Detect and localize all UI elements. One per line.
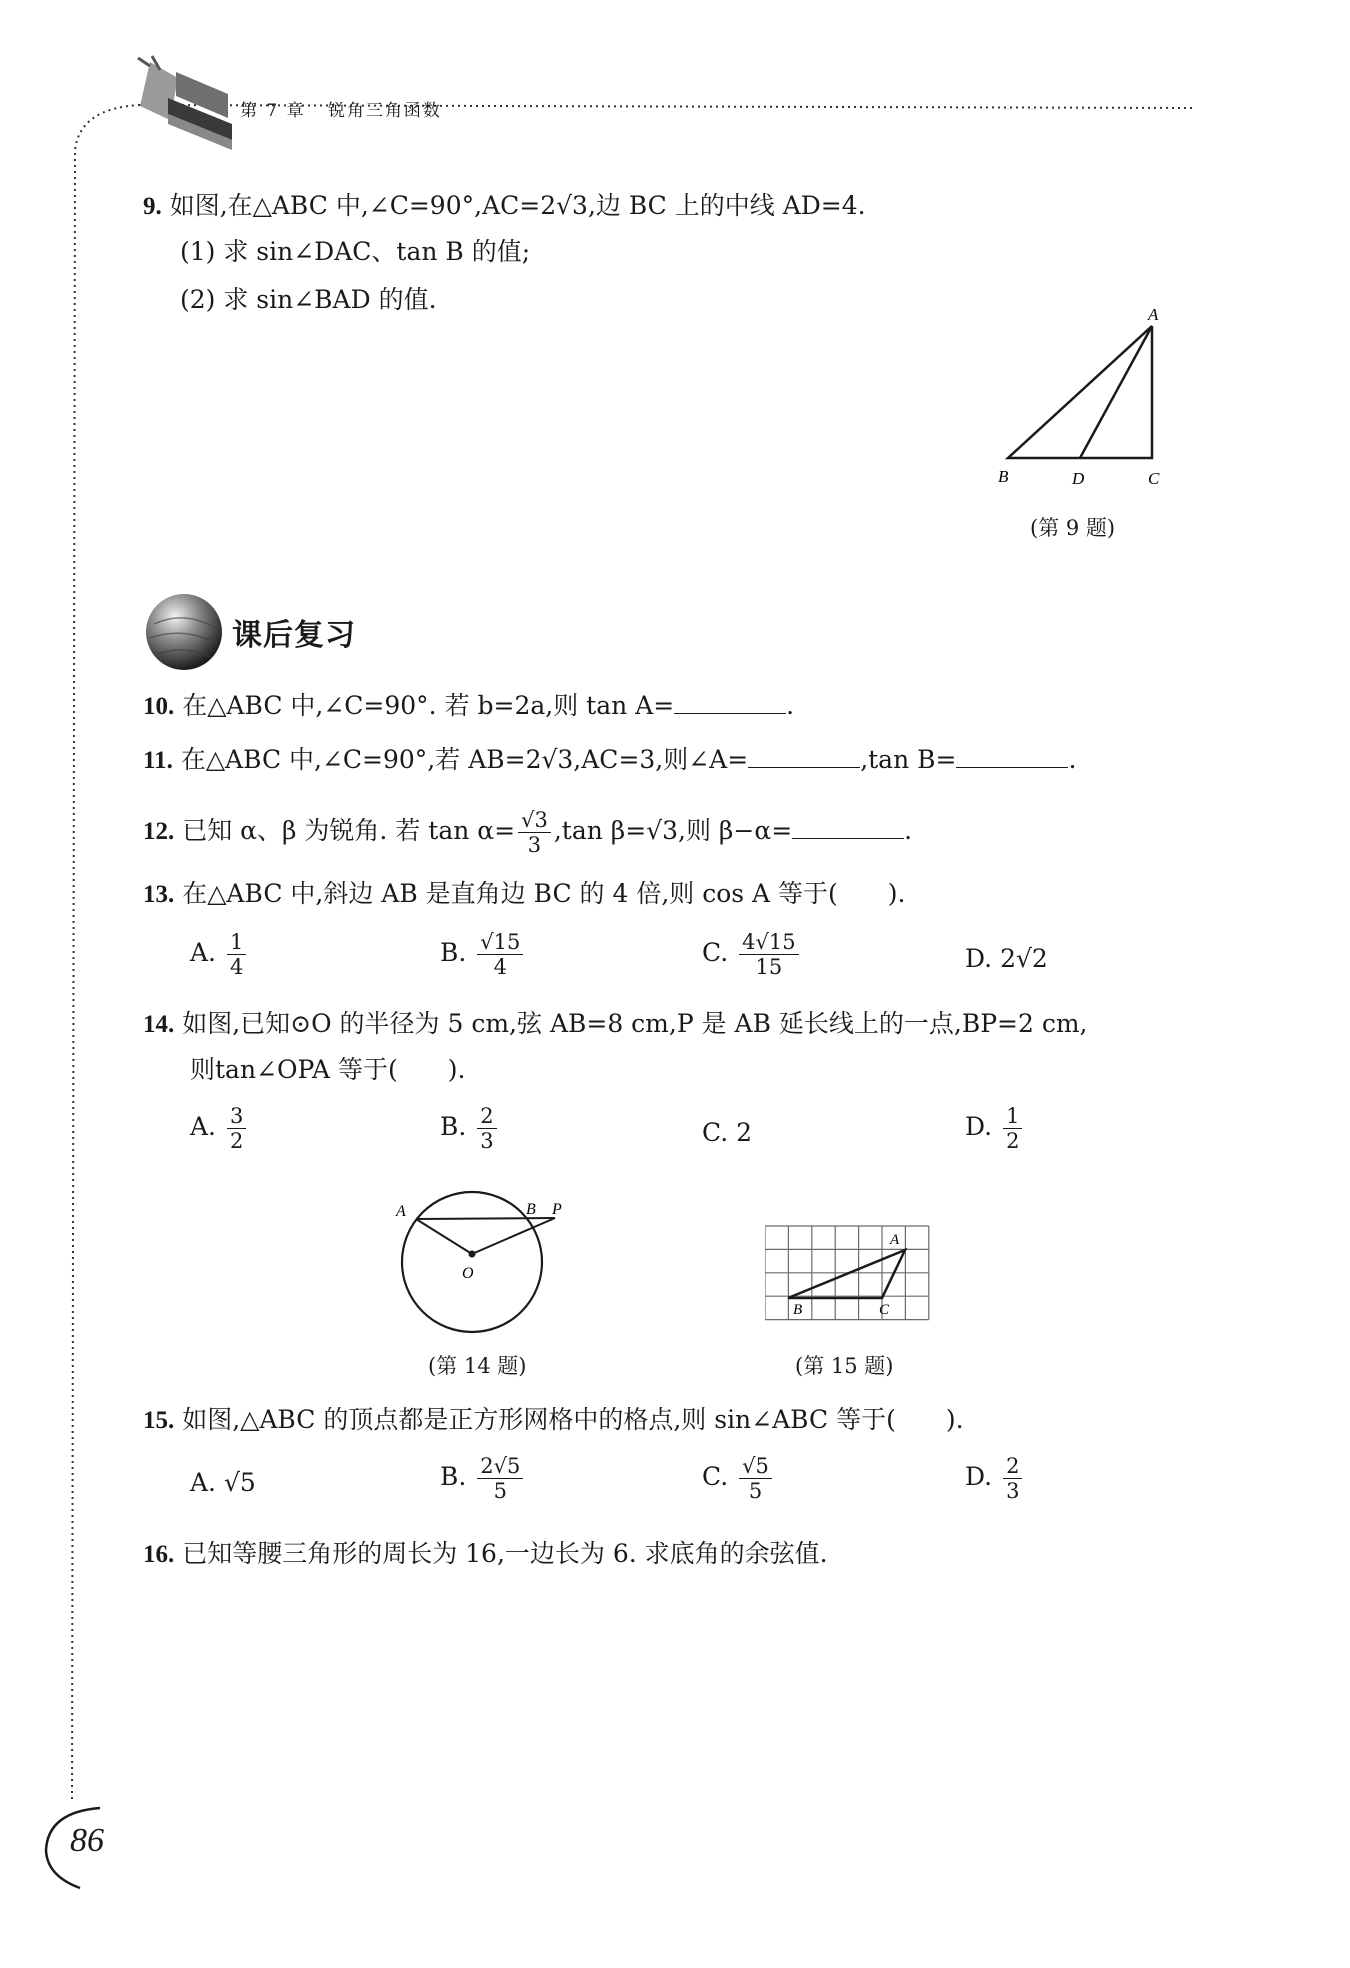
q9-triangle <box>1008 326 1152 458</box>
q13-option-c-num: 4√15 <box>739 930 798 955</box>
q15-triangle <box>788 1250 905 1298</box>
q13-option-b-den: 4 <box>493 955 508 979</box>
q15-option-c[interactable] <box>702 1454 775 1503</box>
q12 <box>143 808 912 857</box>
q14-option-c-label: C. <box>702 1118 729 1147</box>
q14-option-b[interactable] <box>440 1104 500 1153</box>
q10-text: 在△ABC 中,∠C=90°. 若 b=2a,则 tan A= <box>182 691 675 720</box>
q13 <box>143 876 906 913</box>
q14-label-a: A <box>396 1203 406 1220</box>
chapter-title: 锐角三角函数 <box>327 101 442 121</box>
q9-figure <box>990 300 1180 500</box>
q15-option-c-frac <box>739 1454 772 1503</box>
q14-text2: 则tan∠OPA 等于( ). <box>190 1055 466 1084</box>
q14-option-d-label: D. <box>965 1112 993 1141</box>
q9-stem <box>143 188 866 225</box>
q14-caption: (第 14 题) <box>428 1354 527 1378</box>
q9-label-c: C <box>1148 469 1160 488</box>
q10 <box>143 688 794 725</box>
q14-option-a-frac <box>227 1104 246 1153</box>
q14-text: 如图,已知⊙O 的半径为 5 cm,弦 AB=8 cm,P 是 AB 延长线上的一点,BP=2 cm, <box>182 1009 1088 1038</box>
q15-option-a-label: A. <box>190 1468 217 1497</box>
q15-option-d-frac <box>1003 1454 1022 1503</box>
page-number: 86 <box>70 1822 104 1859</box>
q9-median-ad <box>1080 326 1152 458</box>
q12-number: 12. <box>143 818 175 845</box>
q15-label-b: B <box>793 1302 803 1318</box>
q12-fraction <box>518 808 551 857</box>
q11-mid: ,tan B= <box>860 745 957 774</box>
q14-label-p: P <box>552 1201 562 1218</box>
q14-option-c[interactable] <box>702 1118 752 1147</box>
q14-option-b-num: 2 <box>477 1104 496 1129</box>
q14-number: 14. <box>143 1011 175 1038</box>
q14-label-o: O <box>462 1265 474 1282</box>
q15-option-b-frac <box>477 1454 523 1503</box>
q15-figure <box>765 1222 935 1326</box>
q11-number: 11. <box>143 747 173 774</box>
q15-option-b-label: B. <box>440 1462 467 1491</box>
q14-chord-ab <box>416 1218 555 1219</box>
q11-text: 在△ABC 中,∠C=90°,若 AB=2√3,AC=3,则∠A= <box>180 745 749 774</box>
q10-number: 10. <box>143 693 175 720</box>
q15-option-c-label: C. <box>702 1462 729 1491</box>
q13-option-d-label: D. <box>965 944 993 973</box>
q13-option-a-den: 4 <box>229 955 244 979</box>
q13-option-a-frac <box>227 930 246 979</box>
q14-circle <box>402 1192 542 1332</box>
q12-end: . <box>904 816 913 845</box>
q13-option-a[interactable] <box>190 930 249 979</box>
q13-option-d-value: 2√2 <box>1000 944 1048 973</box>
q15-option-b-den: 5 <box>493 1479 508 1503</box>
q13-option-b[interactable] <box>440 930 526 979</box>
chapter-header <box>240 96 442 121</box>
q12-pre: 已知 α、β 为锐角. 若 tan α= <box>182 816 516 845</box>
q13-option-b-label: B. <box>440 938 467 967</box>
q15-option-b-num: 2√5 <box>477 1454 523 1479</box>
q14-option-a-label: A. <box>190 1112 217 1141</box>
q11-end: . <box>1068 745 1077 774</box>
q9-label-b: B <box>998 467 1009 486</box>
q13-option-c-label: C. <box>702 938 729 967</box>
q15-option-d[interactable] <box>965 1454 1025 1503</box>
q14-option-d-num: 1 <box>1003 1104 1022 1129</box>
q15-option-b[interactable] <box>440 1454 526 1503</box>
q9-sub1: (1) 求 sin∠DAC、tan B 的值; <box>180 237 531 266</box>
q13-option-b-frac <box>477 930 523 979</box>
q9-label-d: D <box>1072 469 1085 488</box>
q9-number: 9. <box>143 193 162 220</box>
q15-option-c-den: 5 <box>748 1479 763 1503</box>
q13-option-b-num: √15 <box>477 930 523 955</box>
q15-number: 15. <box>143 1407 175 1434</box>
q15-option-d-num: 2 <box>1003 1454 1022 1479</box>
q14-option-d-frac <box>1003 1104 1022 1153</box>
q14-option-d-den: 2 <box>1006 1129 1020 1153</box>
q15-label-a: A <box>890 1232 900 1248</box>
q14-option-c-value: 2 <box>736 1118 753 1147</box>
q14-segment-oa <box>416 1219 472 1254</box>
q12-frac-num: √3 <box>518 808 551 833</box>
q14-label-b: B <box>526 1201 536 1218</box>
q16 <box>143 1536 828 1573</box>
q15-option-a-value: √5 <box>223 1468 256 1497</box>
q15-option-d-label: D. <box>965 1462 993 1491</box>
q15-text: 如图,△ABC 的顶点都是正方形网格中的格点,则 sin∠ABC 等于( ). <box>182 1405 964 1434</box>
q11 <box>143 742 1076 779</box>
q9-caption: (第 9 题) <box>1030 516 1116 540</box>
q15-option-a[interactable] <box>190 1468 256 1497</box>
q15-option-c-num: √5 <box>739 1454 772 1479</box>
q14-option-b-label: B. <box>440 1112 467 1141</box>
chapter-number: 第 7 章 <box>240 101 306 121</box>
q14-option-b-frac <box>477 1104 496 1153</box>
q9-sub2: (2) 求 sin∠BAD 的值. <box>180 285 437 314</box>
chapter-emblem-icon <box>138 56 232 150</box>
q14-option-a-num: 3 <box>227 1104 246 1129</box>
q13-number: 13. <box>143 881 175 908</box>
q14-option-d[interactable] <box>965 1104 1025 1153</box>
q12-answer-blank[interactable] <box>792 814 904 839</box>
q15-label-c: C <box>879 1302 890 1318</box>
q12-post: ,tan β=√3,则 β−α= <box>553 816 793 845</box>
q14-center-point <box>469 1251 476 1258</box>
q14-figure <box>390 1180 580 1340</box>
q12-frac-den: 3 <box>527 833 542 857</box>
q13-option-a-label: A. <box>190 938 217 967</box>
q13-option-c[interactable] <box>702 930 802 979</box>
q9-label-a: A <box>1148 305 1159 324</box>
q14-option-a[interactable] <box>190 1104 249 1153</box>
q13-option-a-num: 1 <box>227 930 246 955</box>
q11-answer-blank-1[interactable] <box>748 743 860 768</box>
q13-option-d[interactable] <box>965 944 1048 973</box>
section-title: 课后复习 <box>232 618 356 653</box>
q15 <box>143 1402 964 1439</box>
q13-text: 在△ABC 中,斜边 AB 是直角边 BC 的 4 倍,则 cos A 等于( ). <box>182 879 906 908</box>
q15-caption: (第 15 题) <box>795 1354 894 1378</box>
q15-option-d-den: 3 <box>1006 1479 1020 1503</box>
q10-answer-blank[interactable] <box>674 689 786 714</box>
q9-text: 如图,在△ABC 中,∠C=90°,AC=2√3,边 BC 上的中线 AD=4. <box>169 191 866 220</box>
section-sphere-icon <box>140 588 230 678</box>
q14-option-a-den: 2 <box>229 1129 244 1153</box>
q13-option-c-den: 15 <box>755 955 783 979</box>
q16-text: 已知等腰三角形的周长为 16,一边长为 6. 求底角的余弦值. <box>182 1539 828 1568</box>
q14 <box>143 1006 1088 1043</box>
q14-segment-op <box>472 1218 555 1254</box>
q10-end: . <box>786 691 795 720</box>
q13-option-c-frac <box>739 930 798 979</box>
q11-answer-blank-2[interactable] <box>956 743 1068 768</box>
q16-number: 16. <box>143 1541 175 1568</box>
q14-option-b-den: 3 <box>480 1129 494 1153</box>
